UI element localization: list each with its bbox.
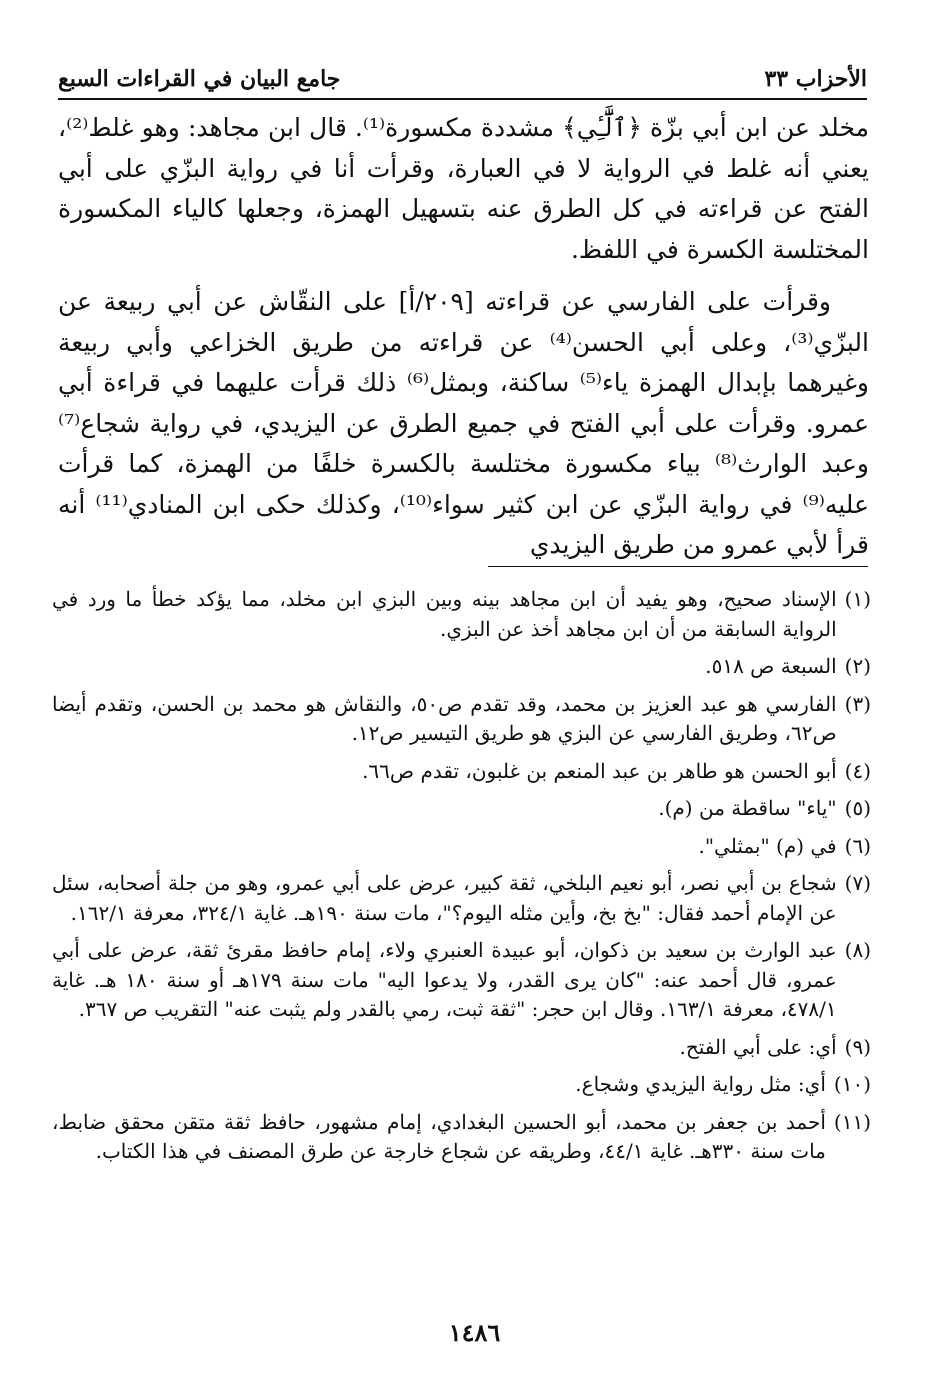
footnote-number: (١١) xyxy=(833,1109,871,1134)
footnote-text: شجاع بن أبي نصر، أبو نعيم البلخي، ثقة كبير، عرض على أبي عمرو، وهو من جلة أصحابه، سئل عن الإمام أحمد فقال: "بخ بخ، وأين مثله اليوم؟"، مات سنة ١٩٠هـ. غاية ٣٢٤/١، معرفة ١٦٢/١. xyxy=(52,871,837,925)
footnote-number: (٤) xyxy=(844,758,871,783)
footnote-number: (٣) xyxy=(844,691,871,716)
footnote-number: (٢) xyxy=(844,654,871,678)
footnote xyxy=(52,690,871,749)
page-number: ١٤٨٦ xyxy=(448,1318,501,1347)
footnote xyxy=(52,794,871,824)
paragraph: وقرأت على الفارسي عن قراءته [٢٠٩/أ] على النقّاش عن أبي ربيعة عن البزّي⁽³⁾، وعلى أبي الحسن⁽⁴⁾ عن قراءته من طريق الخزاعي وأبي ربيعة وغيرهما بإبدال الهمزة ياء⁽⁵⁾ ساكنة، وبمثل⁽⁶⁾ ذلك قرأت عليهما في قراءة أبي عمرو. وقرأت على أبي الفتح في جميع الطرق عن اليزيدي، في رواية شجاع⁽⁷⁾ وعبد الوارث⁽⁸⁾ بياء مكسورة مختلسة بالكسرة خلفًا من الهمزة، كما قرأت عليه⁽⁹⁾ في رواية البزّي عن ابن كثير سواء⁽¹⁰⁾، وكذلك حكى ابن المنادي⁽¹¹⁾ أنه قرأ لأبي عمرو من طريق اليزيدي xyxy=(58,287,870,559)
footnote-text: أبو الحسن هو طاهر بن عبد المنعم بن غلبون، تقدم ص٦٦. xyxy=(362,758,837,783)
paragraph: مخلد عن ابن أبي بزّة ﴿ٱلَّٰٓـِٔي﴾ مشددة مكسورة⁽¹⁾. قال ابن مجاهد: وهو غلط⁽²⁾، يعني أنه غلط في الرواية لا في العبارة، وقرأت أنا في رواية البزّي على أبي الفتح عن قراءته في كل الطرق عنه بتسهيل الهمزة، وجعلها كالياء المكسورة المختلسة الكسرة في اللفظ. xyxy=(58,113,869,264)
footnote xyxy=(52,869,871,928)
footnote-number: (٦) xyxy=(844,833,871,858)
footnote xyxy=(52,757,871,787)
footnote xyxy=(52,1033,871,1063)
footnote-text: أي: مثل رواية اليزيدي وشجاع. xyxy=(575,1072,826,1096)
footnote-number: (٨) xyxy=(844,938,871,962)
footnote-text: السبعة ص ٥١٨. xyxy=(705,654,837,678)
footnote-text: أي: على أبي الفتح. xyxy=(679,1034,837,1059)
footnote-text: عبد الوارث بن سعيد بن ذكوان، أبو عبيدة العنبري ولاء، إمام حافظ مقرئ ثقة، عرض على أبي عمرو، قال أحمد عنه: "كان يرى القدر، ولا يدعوا اليه" مات سنة ١٧٩هـ أو سنة ١٨٠ هـ. غاية ٤٧٨/١، معرفة ١٦٣/١. وقال ابن حجر: "ثقة ثبت، رمي بالقدر ولم يثبت عنه" التقريب ص ٣٦٧. xyxy=(52,938,837,1021)
footnote-text: "ياء" ساقطة من (م). xyxy=(658,796,837,820)
book-title: جامع البيان في القراءات السبع xyxy=(58,66,341,92)
footnote-divider xyxy=(488,566,868,567)
footnotes xyxy=(52,585,871,1175)
footnote xyxy=(52,1108,871,1167)
footnote xyxy=(52,585,871,644)
footnote xyxy=(52,1070,871,1100)
footnote-number: (٧) xyxy=(844,871,871,895)
footnote-number: (١) xyxy=(844,587,871,611)
footnote-number: (١٠) xyxy=(833,1072,871,1096)
footnote-text: الإسناد صحيح، وهو يفيد أن ابن مجاهد بينه وبين البزي ابن مخلد، مما يؤكد خطأ ما ورد في الرواية السابقة من أن ابن مجاهد أخذ عن البزي. xyxy=(52,587,837,641)
footnote xyxy=(52,936,871,1025)
footnote-text: أحمد بن جعفر بن محمد، أبو الحسين البغدادي، إمام مشهور، حافظ ثقة متقن محقق ضابط، مات سنة ٣٣٠هـ. غاية ٤٤/١، وطريقه عن شجاع خارجة عن طرق المصنف في هذا الكتاب. xyxy=(52,1109,826,1163)
main-text xyxy=(58,108,869,566)
running-header xyxy=(58,52,867,100)
footnote xyxy=(52,652,871,682)
footnote-text: في (م) "بمثلي". xyxy=(698,833,837,858)
footnote-number: (٥) xyxy=(844,796,871,820)
footnote-text: الفارسي هو عبد العزيز بن محمد، وقد تقدم ص٥٠، والنقاش هو محمد بن الحسن، وتقدم أيضا ص٦٢، وطريق الفارسي عن البزي هو طريق التيسير ص١٢. xyxy=(52,691,837,745)
footnote xyxy=(52,832,871,862)
footnote-number: (٩) xyxy=(844,1034,871,1059)
chapter-heading: الأحزاب ٣٣ xyxy=(764,66,867,92)
